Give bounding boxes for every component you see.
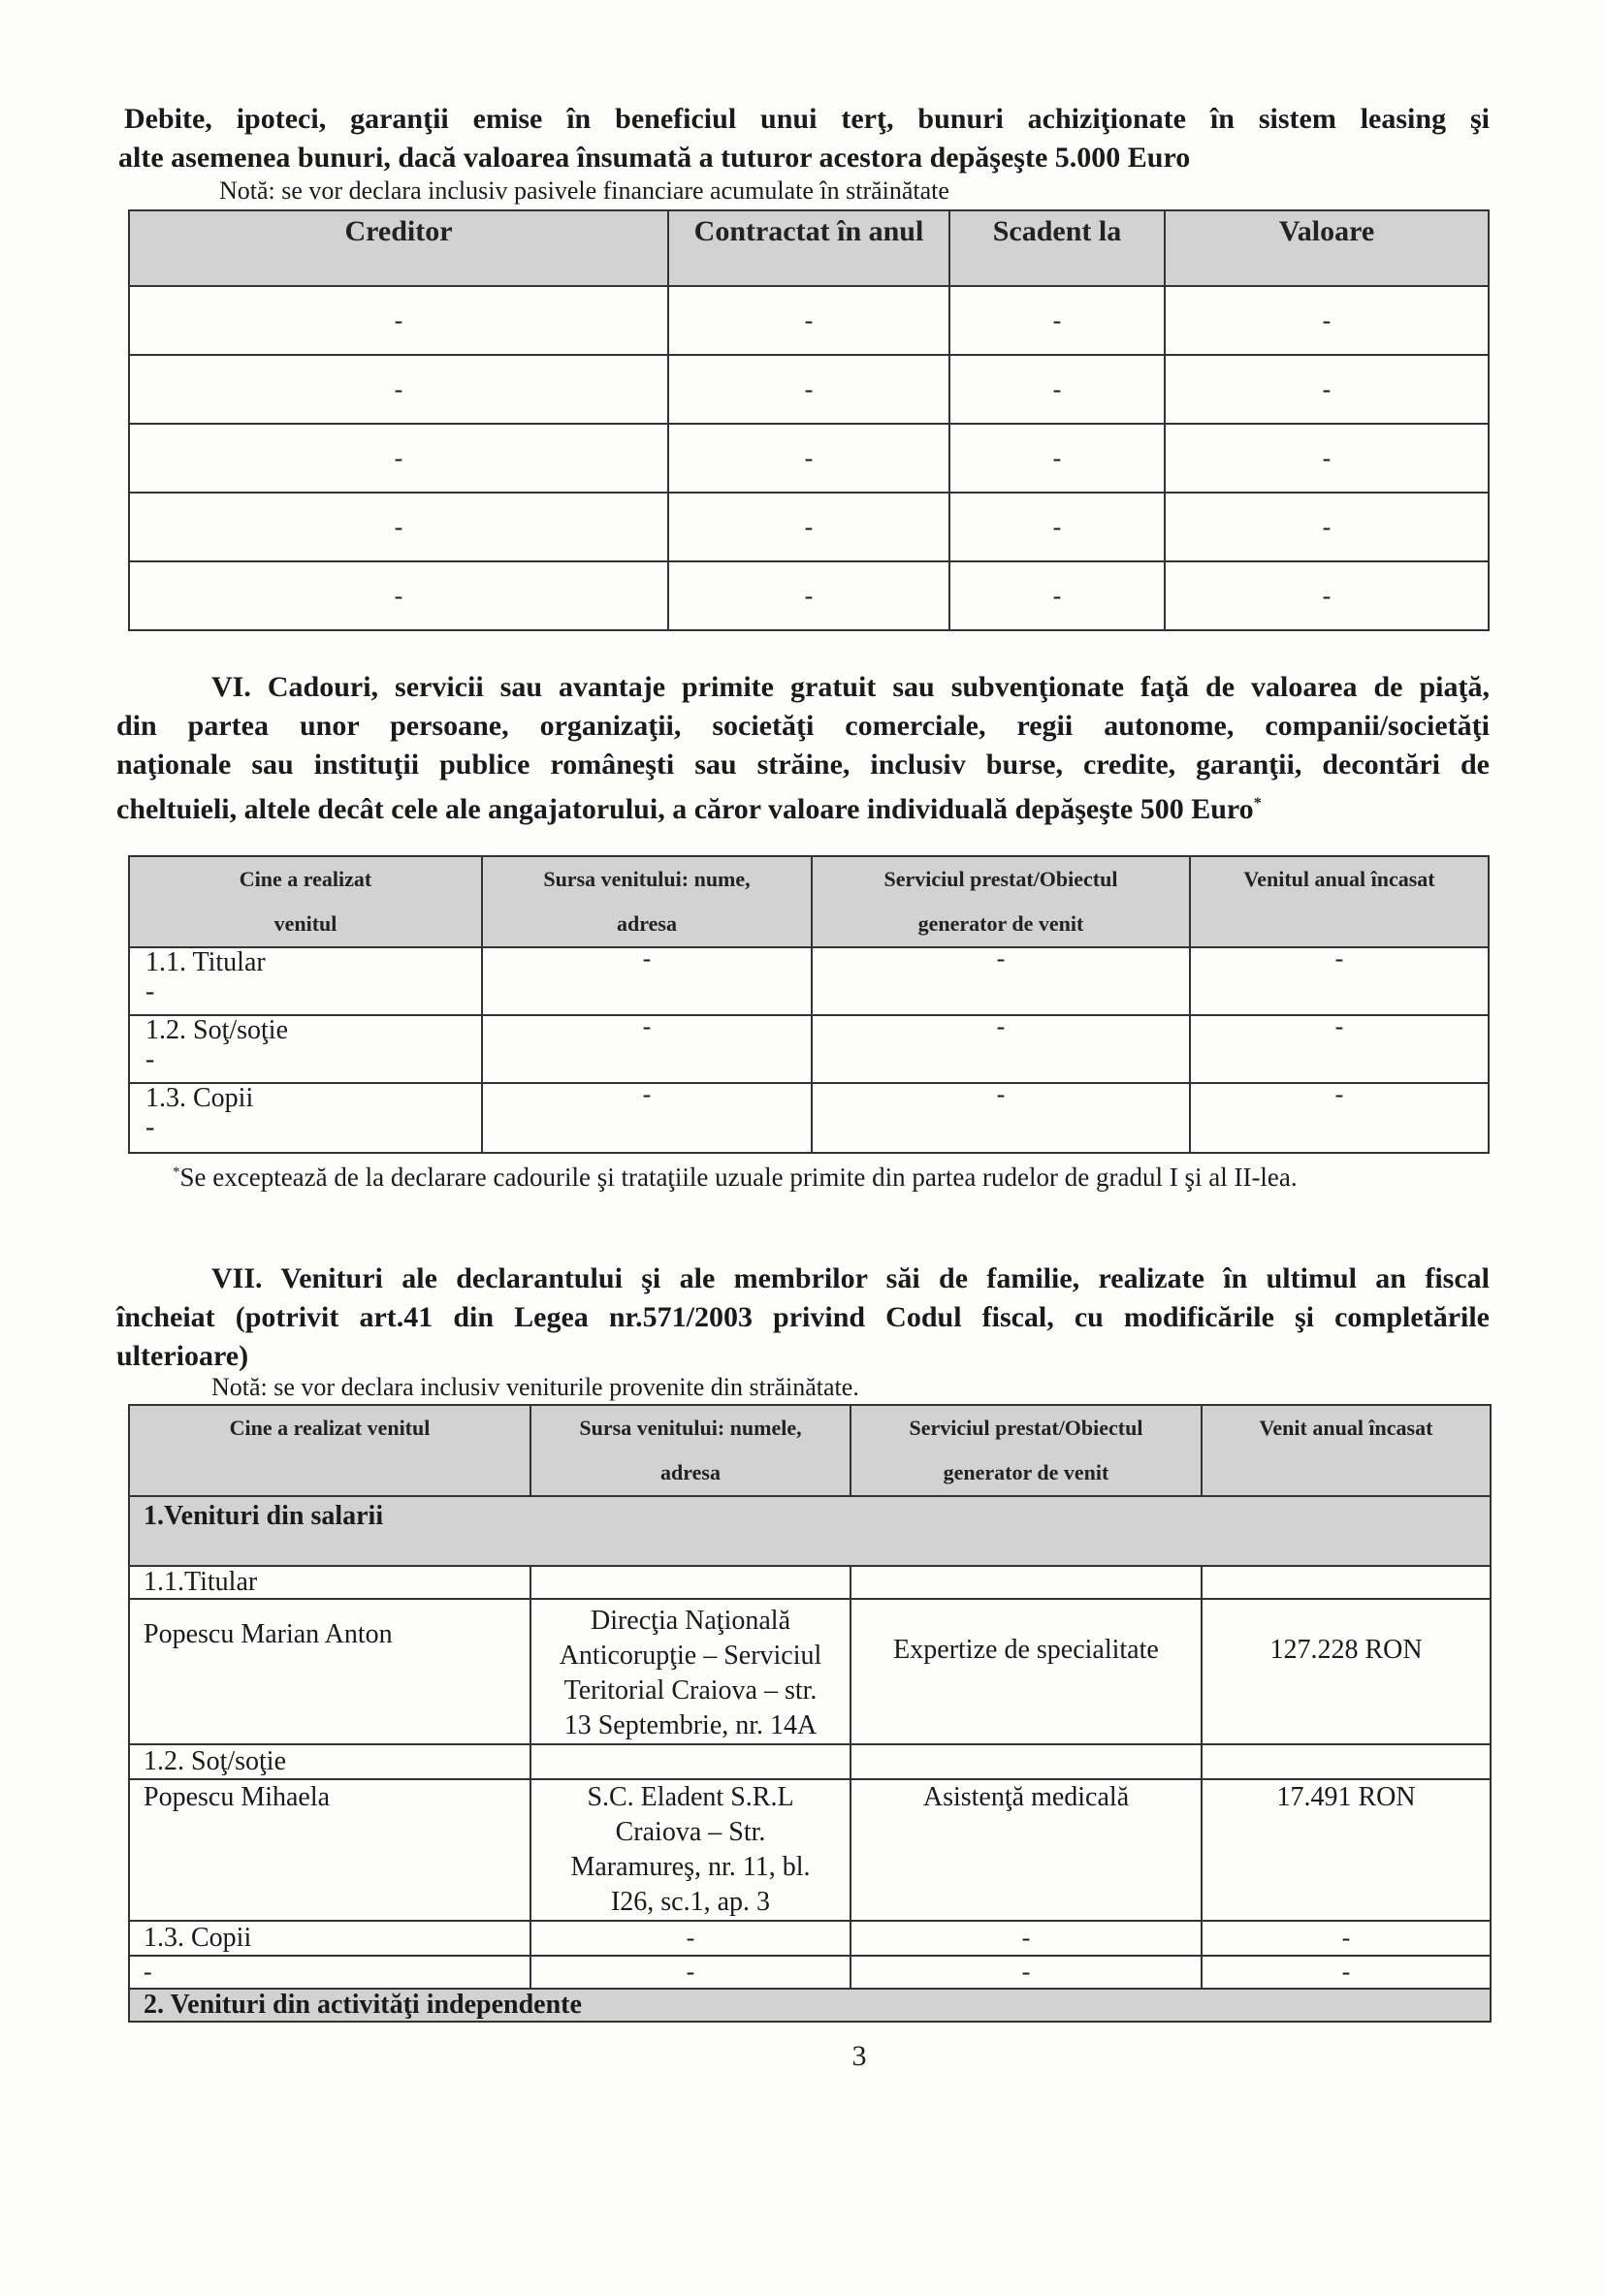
table-cell: - bbox=[949, 561, 1165, 630]
table-cell bbox=[851, 1744, 1202, 1779]
table-cell: - bbox=[129, 286, 668, 355]
footnote-text: Se exceptează de la declarare cadourile şi trataţiile uzuale primite din partea rudelor de gradul I şi al II-lea. bbox=[179, 1163, 1298, 1192]
col-who bbox=[129, 856, 482, 947]
row-label: 1.1. Titular bbox=[145, 947, 266, 977]
income-table bbox=[128, 1404, 1492, 2023]
col-who-line1: Cine a realizat venitul bbox=[229, 1416, 431, 1440]
col-creditor: Creditor bbox=[129, 210, 668, 286]
section5-title-line2: alte asemenea bunuri, dacă valoarea însumată a tuturor acestora depăşeşte 5.000 Euro bbox=[118, 142, 1191, 174]
col-source-line2: adresa bbox=[617, 911, 677, 936]
col-service-line1: Serviciul prestat/Obiectul bbox=[909, 1416, 1143, 1440]
table-cell: - bbox=[949, 355, 1165, 424]
table-cell: - bbox=[668, 424, 949, 493]
group-row bbox=[129, 1989, 1491, 2022]
spouse-income: 17.491 RON bbox=[1202, 1779, 1491, 1921]
table-cell: - bbox=[129, 1956, 530, 1989]
source-line: Anticorupţie – Serviciul bbox=[559, 1641, 822, 1671]
source-line: Direcţia Naţională bbox=[590, 1606, 790, 1636]
table-row bbox=[129, 493, 1489, 561]
table-cell: - bbox=[949, 286, 1165, 355]
source-line: Craiova – Str. bbox=[615, 1817, 766, 1847]
table-cell: - bbox=[812, 947, 1190, 1015]
table-row bbox=[129, 1744, 1491, 1779]
table-cell: - bbox=[530, 1956, 851, 1989]
col-scadent: Scadent la bbox=[949, 210, 1165, 286]
table-cell: - bbox=[482, 1015, 812, 1083]
debts-table-header bbox=[129, 210, 1489, 286]
table-cell: - bbox=[1190, 947, 1489, 1015]
col-service bbox=[812, 856, 1190, 947]
section7-note: Notă: se vor declara inclusiv veniturile provenite din străinătate. bbox=[211, 1373, 859, 1401]
table-cell: - bbox=[812, 1083, 1190, 1153]
section7-title-line3: ulterioare) bbox=[116, 1340, 249, 1372]
row-label-cell bbox=[129, 1083, 482, 1153]
col-source-line1: Sursa venitului: nume, bbox=[543, 867, 751, 891]
children-label: 1.3. Copii bbox=[129, 1921, 530, 1956]
table-row bbox=[129, 1599, 1491, 1744]
row-sub: - bbox=[145, 1112, 155, 1142]
table-row bbox=[129, 1015, 1489, 1083]
col-source-line2: adresa bbox=[660, 1460, 721, 1484]
col-service-line2: generator de venit bbox=[917, 911, 1084, 936]
table-cell: - bbox=[129, 493, 668, 561]
table-cell: - bbox=[1165, 355, 1489, 424]
section6-title-line1: VI. Cadouri, servicii sau avantaje primite gratuit sau subvenţionate faţă de valoarea de piaţă, bbox=[211, 671, 1490, 703]
source-line: 13 Septembrie, nr. 14A bbox=[563, 1710, 818, 1740]
table-row bbox=[129, 1779, 1491, 1921]
table-cell: - bbox=[1165, 493, 1489, 561]
section6-title-line2: din partea unor persoane, organizaţii, societăţi comerciale, regii autonome, companii/societăţi bbox=[116, 710, 1490, 742]
titular-label: 1.1.Titular bbox=[129, 1566, 530, 1599]
table-cell: - bbox=[949, 424, 1165, 493]
table-cell: - bbox=[530, 1921, 851, 1956]
table-row bbox=[129, 1956, 1491, 1989]
source-line: Teritorial Craiova – str. bbox=[563, 1675, 818, 1706]
spouse-label: 1.2. Soţ/soţie bbox=[129, 1744, 530, 1779]
table-cell: - bbox=[668, 493, 949, 561]
footnote-marker: * bbox=[173, 1164, 180, 1180]
table-row bbox=[129, 947, 1489, 1015]
row-label: 1.2. Soţ/soţie bbox=[145, 1015, 289, 1045]
row-label-cell bbox=[129, 947, 482, 1015]
table-cell: - bbox=[129, 355, 668, 424]
table-cell: - bbox=[668, 286, 949, 355]
debts-table bbox=[128, 209, 1490, 631]
titular-source bbox=[530, 1599, 851, 1744]
col-contractat: Contractat în anul bbox=[668, 210, 949, 286]
table-cell: - bbox=[949, 493, 1165, 561]
col-income bbox=[1202, 1405, 1491, 1496]
row-label: 1.3. Copii bbox=[145, 1083, 254, 1113]
income-table-header bbox=[129, 1405, 1491, 1496]
col-who bbox=[129, 1405, 530, 1496]
table-cell: - bbox=[129, 561, 668, 630]
table-cell bbox=[851, 1566, 1202, 1599]
table-cell bbox=[530, 1566, 851, 1599]
page-number: 3 bbox=[851, 2040, 867, 2072]
spouse-source bbox=[530, 1779, 851, 1921]
row-label-cell bbox=[129, 1015, 482, 1083]
table-cell: - bbox=[1165, 561, 1489, 630]
section7-title-line1: VII. Venituri ale declarantului şi ale membrilor săi de familie, realizate în ultimul an fiscal bbox=[211, 1262, 1490, 1294]
table-cell: - bbox=[129, 424, 668, 493]
source-line: I26, sc.1, ap. 3 bbox=[610, 1887, 771, 1917]
table-row bbox=[129, 1921, 1491, 1956]
titular-income: 127.228 RON bbox=[1202, 1599, 1491, 1744]
group-independent-label: 2. Venituri din activităţi independente bbox=[129, 1989, 1491, 2022]
gifts-table bbox=[128, 855, 1490, 1154]
table-cell bbox=[1202, 1566, 1491, 1599]
row-sub: - bbox=[145, 1044, 155, 1074]
table-cell bbox=[1202, 1744, 1491, 1779]
table-cell: - bbox=[668, 355, 949, 424]
table-cell: - bbox=[812, 1015, 1190, 1083]
table-row bbox=[129, 424, 1489, 493]
section5-title-line1: Debite, ipoteci, garanţii emise în beneficiul unui terţ, bunuri achiziţionate în sistem leasing şi bbox=[124, 103, 1490, 135]
table-cell: - bbox=[1190, 1083, 1489, 1153]
col-source bbox=[482, 856, 812, 947]
source-line: Maramureş, nr. 11, bl. bbox=[570, 1852, 811, 1882]
titular-name: Popescu Marian Anton bbox=[129, 1599, 530, 1744]
section7-title-line2: încheiat (potrivit art.41 din Legea nr.571/2003 privind Codul fiscal, cu modificările şi completările bbox=[116, 1301, 1490, 1333]
table-cell: - bbox=[482, 1083, 812, 1153]
col-service-line1: Serviciul prestat/Obiectul bbox=[883, 867, 1118, 891]
col-source-line1: Sursa venitului: numele, bbox=[579, 1416, 802, 1440]
table-row bbox=[129, 561, 1489, 630]
table-cell: - bbox=[482, 947, 812, 1015]
spouse-name: Popescu Mihaela bbox=[129, 1779, 530, 1921]
col-source bbox=[530, 1405, 851, 1496]
gifts-table-header bbox=[129, 856, 1489, 947]
col-income-line1: Venit anual încasat bbox=[1259, 1416, 1433, 1440]
table-cell: - bbox=[1165, 424, 1489, 493]
section5-note: Notă: se vor declara inclusiv pasivele financiare acumulate în străinătate bbox=[219, 176, 949, 205]
group-row bbox=[129, 1496, 1491, 1566]
col-who-line2: venitul bbox=[273, 911, 337, 936]
table-cell: - bbox=[668, 561, 949, 630]
section6-title-line3: naţionale sau instituţii publice româneşti sau străine, inclusiv burse, credite, garanţii, decontări de bbox=[116, 749, 1490, 781]
table-cell: - bbox=[851, 1956, 1202, 1989]
table-cell bbox=[530, 1744, 851, 1779]
section6-footnote bbox=[173, 1158, 1511, 1192]
table-cell: - bbox=[1202, 1956, 1491, 1989]
table-row bbox=[129, 1083, 1489, 1153]
table-row bbox=[129, 286, 1489, 355]
table-row bbox=[129, 355, 1489, 424]
col-valoare: Valoare bbox=[1165, 210, 1489, 286]
titular-service: Expertize de specialitate bbox=[851, 1599, 1202, 1744]
col-who-line1: Cine a realizat bbox=[239, 867, 372, 891]
section6-title-line4-text: cheltuieli, altele decât cele ale angajatorului, a căror valoare individuală depăşeşte 500 Euro bbox=[116, 793, 1254, 825]
section6-title-line4 bbox=[116, 785, 1490, 828]
col-service bbox=[851, 1405, 1202, 1496]
table-cell: - bbox=[1165, 286, 1489, 355]
group-salary-label: 1.Venituri din salarii bbox=[129, 1496, 1491, 1566]
table-cell: - bbox=[1190, 1015, 1489, 1083]
col-service-line2: generator de venit bbox=[943, 1460, 1109, 1484]
col-income bbox=[1190, 856, 1489, 947]
row-sub: - bbox=[145, 976, 155, 1006]
footnote-marker: * bbox=[1253, 795, 1262, 812]
spouse-service: Asistenţă medicală bbox=[851, 1779, 1202, 1921]
source-line: S.C. Eladent S.R.L bbox=[587, 1782, 794, 1812]
table-cell: - bbox=[851, 1921, 1202, 1956]
table-cell: - bbox=[1202, 1921, 1491, 1956]
col-income-line1: Venitul anual încasat bbox=[1243, 867, 1435, 891]
table-row bbox=[129, 1566, 1491, 1599]
